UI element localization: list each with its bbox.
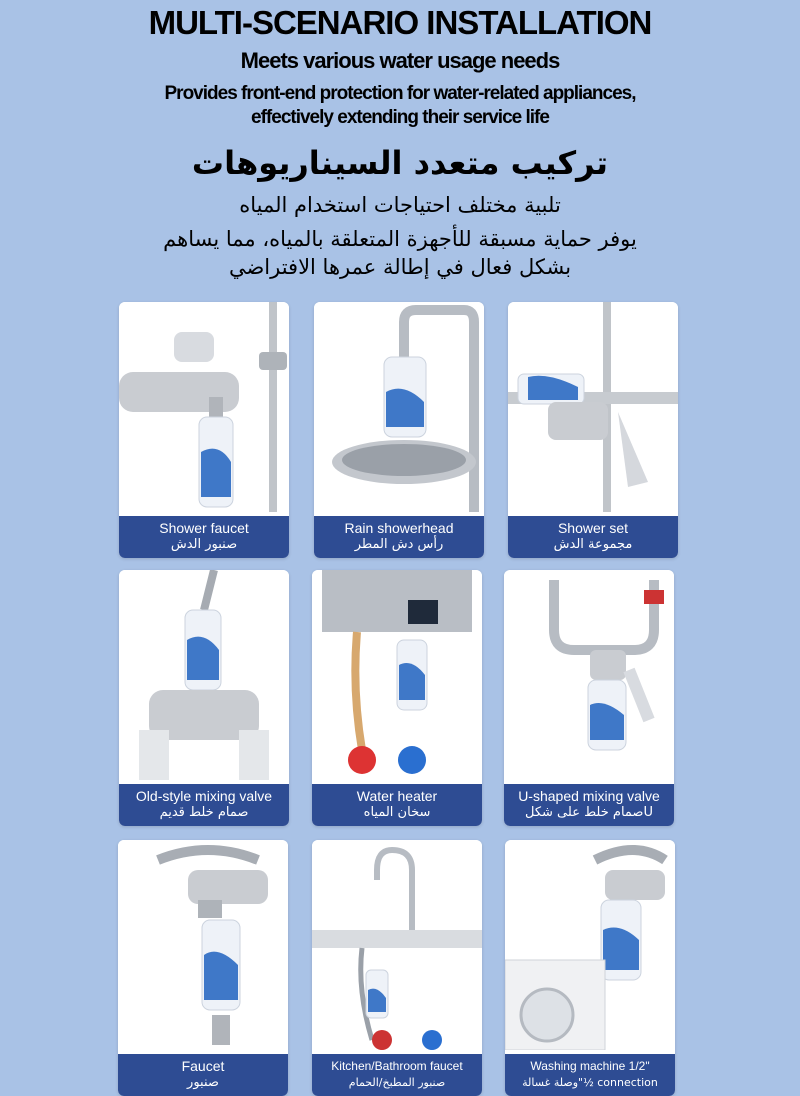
page-subtitle: Meets various water usage needs: [240, 48, 560, 73]
caption-ar: مجموعة الدش: [553, 537, 633, 552]
caption-ar: صنبور الدش: [170, 537, 238, 552]
page-description: [0, 82, 800, 130]
card-caption: [508, 516, 678, 558]
caption-ar: connection ½"وصلة غسالة: [522, 1076, 658, 1089]
caption-ar: صنبور: [187, 1075, 219, 1090]
caption-en: Kitchen/Bathroom faucet: [331, 1059, 463, 1073]
caption-en: Shower faucet: [159, 520, 249, 536]
card-u-shaped-mixing-valve: [504, 570, 674, 826]
card-caption: [312, 784, 482, 826]
card-caption: [505, 1054, 675, 1096]
card-washing-machine: [505, 840, 675, 1096]
caption-en: Washing machine 1/2": [530, 1059, 650, 1073]
arabic-description: [0, 225, 800, 281]
arabic-title: تركيب متعدد السيناريوهات: [191, 144, 609, 182]
card-caption: [504, 784, 674, 826]
description-line-1: Provides front-end protection for water-related appliances,: [164, 83, 636, 104]
shower-faucet-image: [119, 302, 289, 512]
description-line-2: effectively extending their service life: [251, 107, 549, 128]
card-old-style-mixing-valve: [119, 570, 289, 826]
caption-en: Water heater: [356, 788, 438, 804]
water-heater-image: [312, 570, 482, 780]
rain-showerhead-image: [314, 302, 484, 512]
arabic-description-line-2: بشكل فعال في إطالة عمرها الافتراضي: [228, 255, 572, 279]
caption-en: Faucet: [181, 1058, 225, 1074]
card-kitchen-bathroom-faucet: [312, 840, 482, 1096]
washing-machine-image: [505, 840, 675, 1050]
card-caption: [312, 1054, 482, 1096]
card-caption: [119, 784, 289, 826]
card-caption: [119, 516, 289, 558]
shower-set-image: [508, 302, 678, 512]
old-style-mixing-valve-image: [119, 570, 289, 780]
caption-ar: Uصمام خلط على شكل: [525, 805, 653, 820]
faucet-image: [118, 840, 288, 1050]
caption-ar: صمام خلط قديم: [159, 805, 249, 820]
card-shower-faucet: [119, 302, 289, 558]
caption-en: U-shaped mixing valve: [518, 788, 660, 804]
card-shower-set: [508, 302, 678, 558]
caption-ar: صنبور المطبخ/الحمام: [348, 1076, 446, 1089]
card-water-heater: [312, 570, 482, 826]
card-caption: [314, 516, 484, 558]
card-caption: [118, 1054, 288, 1096]
arabic-subtitle: تلبية مختلف احتياجات استخدام المياه: [239, 193, 561, 217]
card-faucet: [118, 840, 288, 1096]
arabic-description-line-1: يوفر حماية مسبقة للأجهزة المتعلقة بالمياه، مما يساهم: [163, 227, 637, 251]
u-shaped-mixing-valve-image: [504, 570, 674, 780]
page-title: MULTI-SCENARIO INSTALLATION: [148, 4, 652, 41]
caption-en: Shower set: [557, 520, 629, 536]
caption-ar: سخان المياه: [363, 805, 431, 820]
kitchen-bathroom-faucet-image: [312, 840, 482, 1050]
caption-en: Rain showerhead: [344, 520, 454, 536]
caption-ar: رأس دش المطر: [354, 537, 444, 552]
caption-en: Old-style mixing valve: [135, 788, 273, 804]
card-rain-showerhead: [314, 302, 484, 558]
